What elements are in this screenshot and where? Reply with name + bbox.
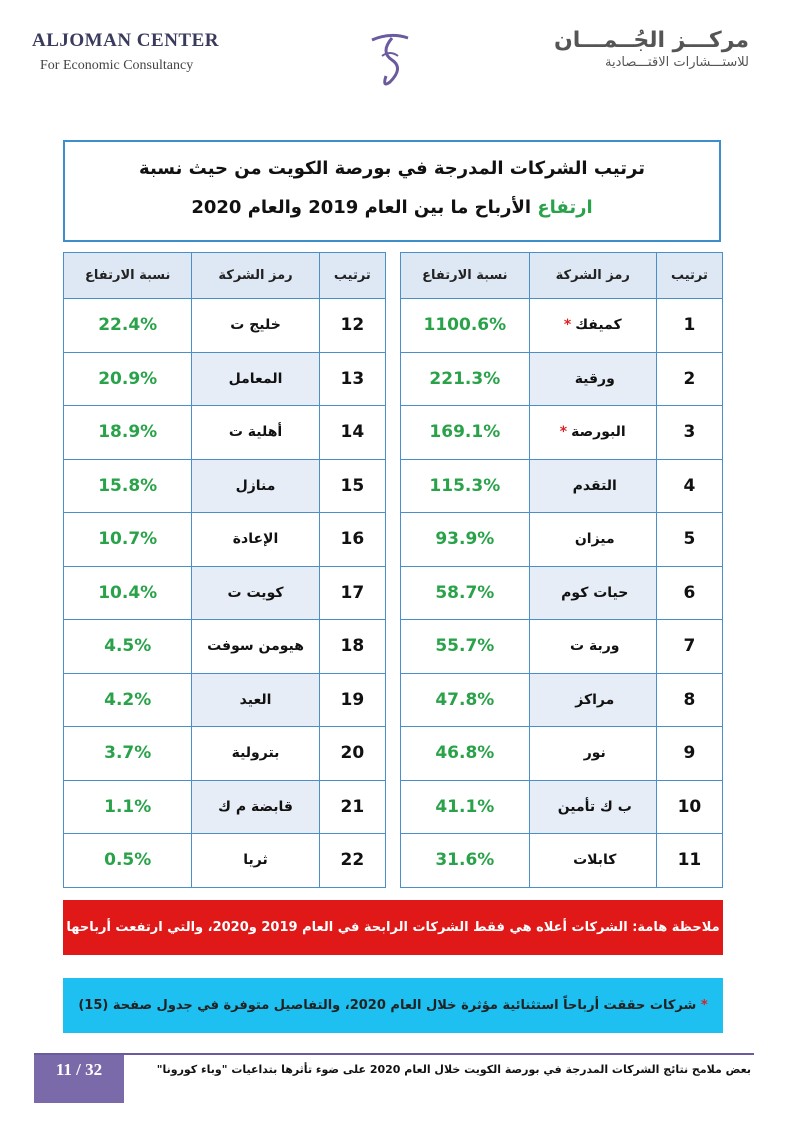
title-line-2-rest: الأرباح ما بين العام 2019 والعام 2020: [191, 197, 538, 218]
pct-cell: 1100.6%: [401, 299, 530, 353]
company-symbol: منازل: [235, 477, 276, 494]
header-symbol: رمز الشركة: [529, 253, 656, 299]
pct-cell: 93.9%: [401, 513, 530, 567]
rank-cell: 15: [319, 459, 385, 513]
company-sub-ar: للاستـــشارات الاقتـــصادية: [605, 55, 749, 70]
pct-cell: 4.5%: [64, 620, 192, 674]
rank-cell: 22: [319, 834, 385, 888]
rank-cell: 16: [319, 513, 385, 567]
table-row: [64, 566, 386, 620]
aljoman-logo-icon: [366, 30, 414, 90]
pct-cell: 41.1%: [401, 780, 530, 834]
pct-cell: 4.2%: [64, 673, 192, 727]
table-row: [401, 780, 723, 834]
symbol-cell: [529, 834, 656, 888]
symbol-cell: [529, 727, 656, 781]
company-symbol: بترولية: [231, 745, 280, 762]
table-row: [401, 620, 723, 674]
table-row: [401, 406, 723, 460]
table-row: [64, 673, 386, 727]
pct-cell: 10.7%: [64, 513, 192, 567]
pct-cell: 169.1%: [401, 406, 530, 460]
symbol-cell: [529, 780, 656, 834]
company-symbol: ورقية: [574, 370, 615, 387]
pct-cell: 1.1%: [64, 780, 192, 834]
rank-cell: 4: [656, 459, 722, 513]
exceptional-star: *: [559, 424, 568, 441]
page-number-badge: 11 / 32: [34, 1055, 124, 1103]
table-row: [401, 834, 723, 888]
pct-cell: 46.8%: [401, 727, 530, 781]
symbol-cell: [529, 406, 656, 460]
rank-cell: 11: [656, 834, 722, 888]
company-symbol: العيد: [239, 691, 272, 708]
symbol-cell: [192, 834, 319, 888]
ranking-table-right: [400, 252, 723, 888]
header-arabic: [554, 28, 749, 70]
company-symbol: ثريا: [243, 852, 268, 869]
company-symbol: الإعادة: [232, 531, 279, 548]
symbol-cell: [192, 727, 319, 781]
header-rank: ترتيب: [656, 253, 722, 299]
rank-cell: 8: [656, 673, 722, 727]
page-title-box: [63, 140, 721, 242]
header-symbol: رمز الشركة: [192, 253, 319, 299]
pct-cell: 55.7%: [401, 620, 530, 674]
rank-cell: 3: [656, 406, 722, 460]
exceptional-note: [63, 978, 723, 1033]
rank-cell: 2: [656, 352, 722, 406]
title-line-2: [65, 197, 719, 218]
pct-cell: 3.7%: [64, 727, 192, 781]
company-symbol: وربة ت: [570, 638, 620, 655]
symbol-cell: [529, 513, 656, 567]
rank-cell: 14: [319, 406, 385, 460]
pct-cell: 58.7%: [401, 566, 530, 620]
pct-cell: 20.9%: [64, 352, 192, 406]
company-symbol: التقدم: [572, 477, 617, 494]
company-symbol: قابضة م ك: [218, 798, 293, 815]
rank-cell: 12: [319, 299, 385, 353]
symbol-cell: [529, 673, 656, 727]
table-row: [64, 513, 386, 567]
rank-cell: 17: [319, 566, 385, 620]
pct-cell: 22.4%: [64, 299, 192, 353]
pct-cell: 15.8%: [64, 459, 192, 513]
company-symbol: خليج ت: [230, 317, 281, 334]
rank-cell: 20: [319, 727, 385, 781]
symbol-cell: [192, 459, 319, 513]
table-row: [64, 352, 386, 406]
symbol-cell: [529, 459, 656, 513]
pct-cell: 0.5%: [64, 834, 192, 888]
rank-cell: 5: [656, 513, 722, 567]
footer-divider: [34, 1053, 754, 1055]
rank-cell: 7: [656, 620, 722, 674]
table-row: [401, 673, 723, 727]
company-symbol: البورصة: [571, 424, 626, 441]
company-symbol: مراكز: [575, 691, 615, 708]
company-sub-en: For Economic Consultancy: [40, 58, 194, 73]
header-pct: نسبة الارتفاع: [64, 253, 192, 299]
symbol-cell: [192, 620, 319, 674]
rank-cell: 21: [319, 780, 385, 834]
title-line-1: ترتيب الشركات المدرجة في بورصة الكويت من حيث نسبة: [139, 158, 645, 179]
ranking-table-left: [63, 252, 386, 888]
company-symbol: أهلية ت: [228, 424, 283, 441]
symbol-cell: [192, 406, 319, 460]
symbol-cell: [192, 780, 319, 834]
company-symbol: نور: [583, 745, 606, 762]
symbol-cell: [192, 352, 319, 406]
pct-cell: 18.9%: [64, 406, 192, 460]
company-symbol: كابلات: [573, 852, 617, 869]
pct-cell: 10.4%: [64, 566, 192, 620]
symbol-cell: [529, 566, 656, 620]
pct-cell: 47.8%: [401, 673, 530, 727]
company-symbol: ب ك تأمين: [557, 798, 632, 815]
table-row: [401, 566, 723, 620]
header-rank: ترتيب: [319, 253, 385, 299]
symbol-cell: [529, 352, 656, 406]
footer-caption: بعض ملامح نتائج الشركات المدرجة في بورصة الكويت خلال العام 2020 على ضوء تأثرها بتداعيات "وباء كورونا": [156, 1063, 751, 1076]
rank-cell: 10: [656, 780, 722, 834]
symbol-cell: [192, 299, 319, 353]
company-symbol: كميفك: [575, 317, 622, 334]
table-row: [64, 299, 386, 353]
rank-cell: 9: [656, 727, 722, 781]
rank-cell: 13: [319, 352, 385, 406]
symbol-cell: [529, 299, 656, 353]
pct-cell: 31.6%: [401, 834, 530, 888]
company-symbol: حيات كوم: [561, 584, 629, 601]
rank-cell: 1: [656, 299, 722, 353]
table-row: [401, 352, 723, 406]
header-english: [32, 30, 219, 74]
table-row: [401, 513, 723, 567]
company-name-ar: مركـــز الجُــمـــان: [553, 28, 749, 53]
table-row: [64, 834, 386, 888]
pct-cell: 115.3%: [401, 459, 530, 513]
rank-cell: 6: [656, 566, 722, 620]
table-row: [64, 620, 386, 674]
table-row: [64, 459, 386, 513]
note-star: *: [700, 998, 708, 1013]
table-row: [64, 406, 386, 460]
header-pct: نسبة الارتفاع: [401, 253, 530, 299]
important-note: ملاحظة هامة: الشركات أعلاه هي فقط الشركات الرابحة في العام 2019 و2020، والتي ارتفعت أرباحها: [63, 900, 723, 955]
table-row: [64, 727, 386, 781]
exceptional-note-text: شركات حققت أرباحاً استثنائية مؤثرة خلال العام 2020، والتفاصيل متوفرة في جدول صفحة (15): [78, 998, 701, 1013]
company-symbol: هيومن سوفت: [207, 638, 304, 655]
rank-cell: 18: [319, 620, 385, 674]
symbol-cell: [529, 620, 656, 674]
symbol-cell: [192, 673, 319, 727]
table-row: [401, 459, 723, 513]
company-symbol: المعامل: [228, 370, 283, 387]
table-row: [401, 299, 723, 353]
rank-cell: 19: [319, 673, 385, 727]
title-highlight: ارتفاع: [537, 197, 593, 218]
table-row: [64, 780, 386, 834]
company-symbol: ميزان: [574, 531, 615, 548]
table-row: [401, 727, 723, 781]
pct-cell: 221.3%: [401, 352, 530, 406]
exceptional-star: *: [563, 317, 572, 334]
symbol-cell: [192, 513, 319, 567]
company-symbol: كويت ت: [227, 584, 284, 601]
symbol-cell: [192, 566, 319, 620]
company-name-en: ALJOMAN CENTER: [32, 30, 219, 51]
